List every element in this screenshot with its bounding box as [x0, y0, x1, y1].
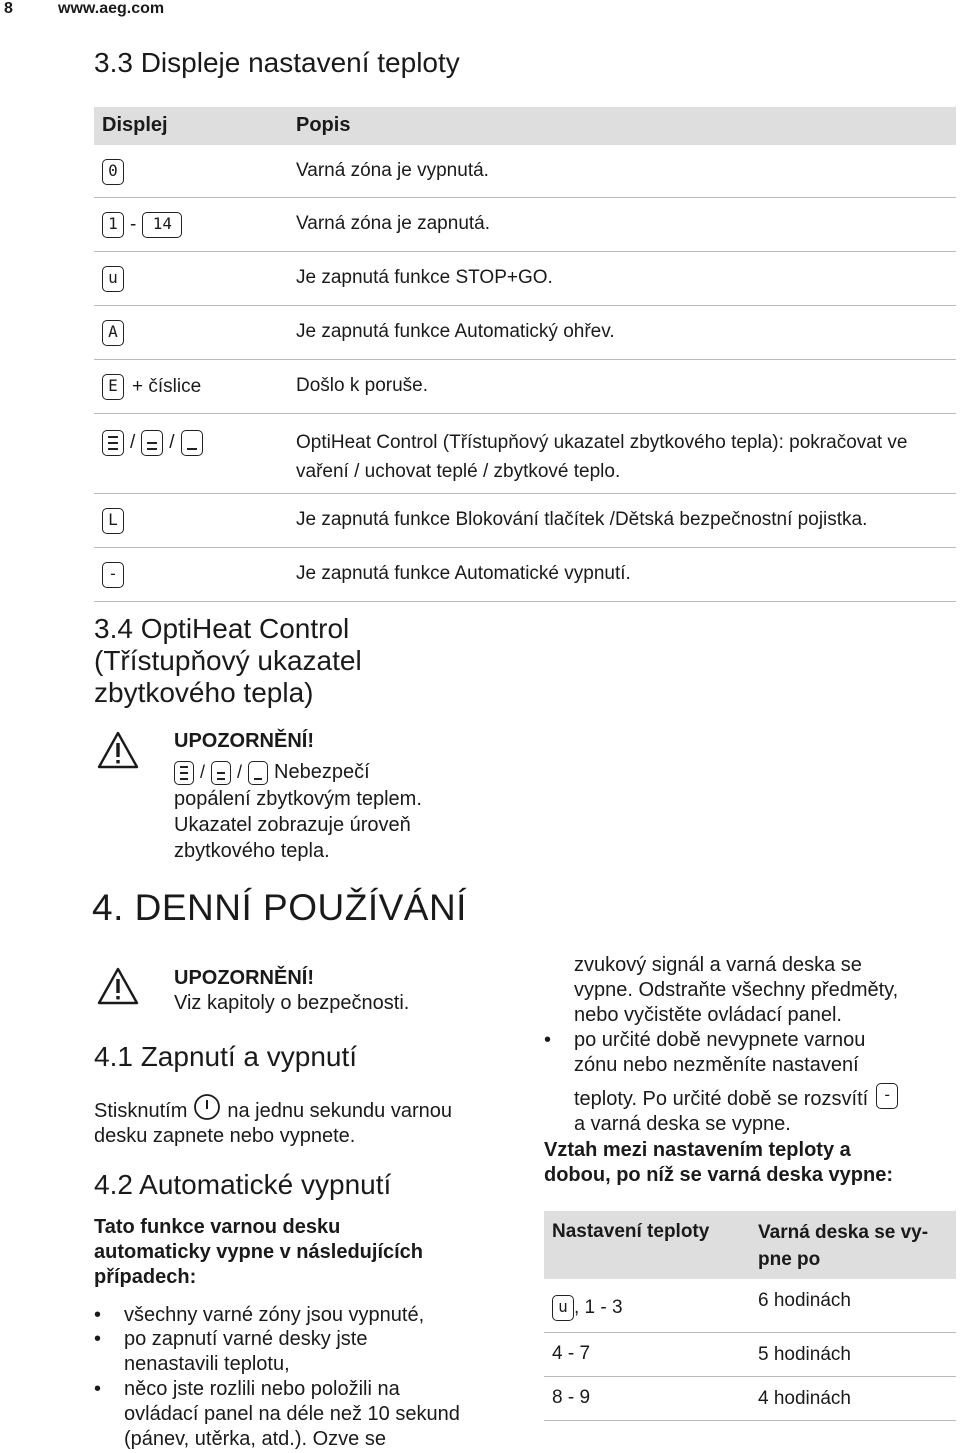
setting-value: , 1 - 3: [574, 1297, 623, 1318]
auto-heat-icon: A: [102, 320, 124, 346]
page-header: [0, 0, 960, 22]
warning-text: Nebezpečí: [274, 761, 370, 783]
list-item-text: nenastavili teplotu,: [124, 1353, 290, 1375]
paragraph-text: Stisknutím: [94, 1099, 188, 1122]
list-item-text: ovládací panel na déle než 10 sekund: [124, 1403, 460, 1425]
page-number: 8: [4, 0, 13, 17]
section-3-4-title: [94, 613, 362, 709]
display-zero-icon: 0: [102, 159, 124, 185]
row-desc: Varná zóna je zapnutá.: [296, 213, 491, 234]
heat-level-mid-icon: [141, 430, 163, 456]
row-desc: Je zapnutá funkce Blokování tlačítek /Dětská bezpečnostní pojistka.: [296, 509, 868, 530]
continued-text: nebo vyčistěte ovládací panel.: [574, 1004, 842, 1026]
list-item-text: (pánev, utěrka, atd.). Ozve se: [124, 1428, 386, 1450]
intro-text: případech:: [94, 1266, 197, 1288]
warning-title: UPOZORNĚNÍ!: [174, 730, 314, 752]
time-value: 5 hodinách: [758, 1344, 851, 1365]
chapter-4-title: 4. DENNÍ POUŽÍVÁNÍ: [92, 887, 467, 928]
section-3-3-title: 3.3 Displeje nastavení teploty: [94, 47, 460, 78]
warning-triangle-icon: [96, 966, 140, 1006]
table-caption: Vztah mezi nastavením teploty a: [544, 1139, 851, 1161]
list-item: [124, 1303, 424, 1328]
stop-go-icon: u: [552, 1295, 574, 1321]
table-row: [544, 1377, 956, 1421]
table-caption: dobou, po níž se varná deska vypne:: [544, 1164, 893, 1186]
intro-text: Tato funkce varnou desku: [94, 1216, 341, 1238]
table-row: [94, 360, 956, 414]
auto-off-table-header: [544, 1211, 956, 1279]
paragraph-line: [94, 1097, 452, 1125]
list-item-text-line: [574, 1086, 898, 1112]
warning-text: popálení zbytkovým teplem.: [174, 788, 422, 810]
list-item: [124, 1327, 367, 1377]
display-fourteen-icon: 14: [142, 212, 182, 238]
section-4-2-title: 4.2 Automatické vypnutí: [94, 1169, 392, 1200]
col-description: Popis: [296, 114, 351, 136]
setting-value: 4 - 7: [552, 1343, 591, 1364]
error-digits-label: + číslice: [132, 376, 202, 397]
time-value: 6 hodinách: [758, 1290, 851, 1311]
list-item-text: • po určité době nevypnete varnou: [574, 1029, 866, 1051]
range-dash: -: [130, 214, 137, 235]
slash: /: [169, 432, 175, 453]
list-item-text: • něco jste rozlili nebo položili na: [124, 1378, 400, 1400]
table-row: [544, 1333, 956, 1377]
col-display: Displej: [102, 114, 168, 136]
header-url: www.aeg.com: [58, 0, 165, 17]
power-button-icon: [193, 1093, 221, 1121]
table-row: [94, 548, 956, 602]
heat-level-high-icon: [174, 761, 194, 785]
col-time: [758, 1219, 954, 1273]
auto-off-icon: -: [102, 562, 124, 588]
list-item: [574, 1028, 865, 1078]
row-desc: OptiHeat Control (Třístupňový ukazatel zbytkového tepla): pokračovat ve vaření / uchovat teplé / zbytkové teplo.: [296, 432, 908, 482]
title-line: 3.4 OptiHeat Control: [94, 613, 350, 644]
warning-title: UPOZORNĚNÍ!: [174, 967, 314, 989]
title-line: (Třístupňový ukazatel: [94, 645, 362, 676]
auto-off-icon: -: [876, 1083, 898, 1109]
table-row: [94, 494, 956, 548]
continued-text: vypne. Odstraňte všechny předměty,: [574, 979, 899, 1001]
table-row: [94, 145, 956, 198]
lock-icon: L: [102, 508, 124, 534]
col-time-line: Varná deska se vy-: [758, 1222, 929, 1243]
slash: /: [237, 762, 243, 782]
continued-text: zvukový signál a varná deska se: [574, 954, 862, 976]
setting-value: 8 - 9: [552, 1387, 591, 1408]
heat-level-low-icon: [181, 430, 203, 456]
warning-line: [174, 760, 370, 785]
warning-text: Viz kapitoly o bezpečnosti.: [174, 992, 410, 1014]
slash: /: [130, 432, 136, 453]
list-item-text: zónu nebo nezměníte nastavení: [574, 1054, 859, 1076]
list-item-text: a varná deska se vypne.: [574, 1113, 791, 1135]
row-desc: Je zapnutá funkce Automatické vypnutí.: [296, 563, 631, 584]
paragraph-text: desku zapnete nebo vypnete.: [94, 1125, 356, 1147]
col-time-line: pne po: [758, 1249, 821, 1270]
row-desc: Je zapnutá funkce Automatický ohřev.: [296, 321, 615, 342]
table-row: [94, 252, 956, 306]
time-value: 4 hodinách: [758, 1388, 851, 1409]
intro-text: automaticky vypne v následujících: [94, 1241, 424, 1263]
display-table-header: [94, 107, 956, 145]
warning-text: Ukazatel zobrazuje úroveň: [174, 814, 411, 836]
warning-text: zbytkového tepla.: [174, 840, 330, 862]
slash: /: [200, 762, 206, 782]
list-item: [124, 1377, 460, 1452]
table-row: [94, 414, 956, 494]
table-row: [94, 198, 956, 252]
list-item-text: • po zapnutí varné desky jste: [124, 1328, 368, 1350]
list-item-text: • všechny varné zóny jsou vypnuté,: [124, 1304, 425, 1326]
list-item-text: teploty. Po určité době se rozsvítí: [574, 1087, 869, 1110]
stop-go-icon: u: [102, 266, 124, 292]
heat-level-low-icon: [248, 761, 268, 785]
paragraph-text: na jednu sekundu varnou: [227, 1099, 452, 1122]
table-row: [544, 1279, 956, 1333]
warning-triangle-icon: [96, 730, 140, 770]
display-one-icon: 1: [102, 212, 124, 238]
heat-level-high-icon: [102, 430, 124, 456]
heat-level-mid-icon: [211, 761, 231, 785]
col-setting: Nastavení teploty: [552, 1221, 710, 1242]
row-desc: Varná zóna je vypnutá.: [296, 160, 489, 181]
section-4-1-title: 4.1 Zapnutí a vypnutí: [94, 1041, 358, 1072]
title-line: zbytkového tepla): [94, 677, 314, 708]
row-desc: Došlo k poruše.: [296, 375, 429, 396]
table-row: [94, 306, 956, 360]
row-desc: Je zapnutá funkce STOP+GO.: [296, 267, 553, 288]
error-icon: E: [102, 374, 124, 400]
